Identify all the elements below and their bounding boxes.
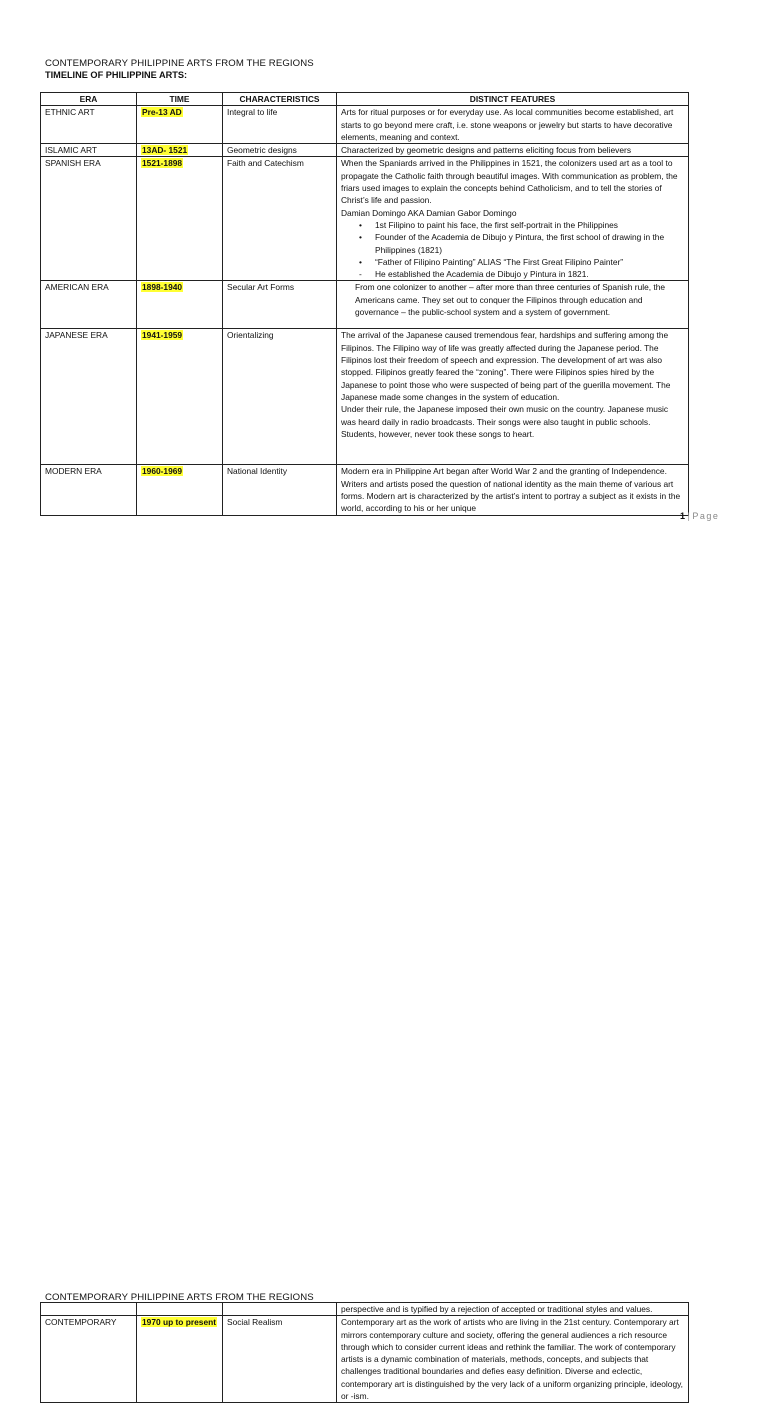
header-distinct-features: DISTINCT FEATURES [337,93,689,106]
table-row [41,1303,689,1316]
bullet-marker: • [359,232,362,243]
list-item [341,268,684,280]
bullet-marker: • [359,219,362,230]
table-row [41,465,689,515]
era-cell: AMERICAN ERA [41,281,137,329]
timeline-table [40,92,689,516]
features-text: The arrival of the Japanese caused tremendous fear, hardships and suffering among the Filipinos. The Filipino way of life was greatly affected during the Japanese period. The Filipinos lost their freedom of speech and expression. The development of art was also stopped. Filipinos greatly feared the “zoning”. There were Filipinos spies hired by the Japanese to point those who were suspected of being part of the guerilla movement. The Japanese made some changes in the system of education. [341,330,671,402]
characteristics-cell: Geometric designs [223,144,337,157]
time-highlight: 1970 up to present [142,1317,217,1328]
features-cell [337,157,689,281]
time-highlight: 1941-1959 [142,330,183,341]
era-cell: SPANISH ERA [41,157,137,281]
time-highlight: 1960-1969 [142,466,183,477]
table-row [41,106,689,144]
era-cell [41,1303,137,1316]
list-item [341,256,684,268]
time-cell [137,144,223,157]
features-subhead: Damian Domingo AKA Damian Gabor Domingo [341,207,517,218]
era-cell: CONTEMPORARY [41,1316,137,1403]
features-cell: perspective and is typified by a rejection of accepted or traditional styles and values. [337,1303,689,1316]
time-cell [137,106,223,144]
era-cell: JAPANESE ERA [41,329,137,465]
bullet-text: “Father of Filipino Painting” ALIAS “The First Great Filipino Painter” [375,256,624,267]
bullet-marker: • [359,256,362,267]
page-number-footer [680,511,719,521]
era-cell: ISLAMIC ART [41,144,137,157]
time-highlight: 1521-1898 [142,158,183,169]
page-number: 1 [680,511,686,521]
characteristics-cell [223,1303,337,1316]
era-cell: MODERN ERA [41,465,137,515]
header-time: TIME [137,93,223,106]
features-cell: Arts for ritual purposes or for everyday use. As local communities become established, art starts to go beyond mere craft, i.e. stone weapons or jewelry but starts to have decorative elements, meaning and context. [337,106,689,144]
bullet-marker: - [359,269,362,280]
time-cell [137,281,223,329]
document-page-1 [0,0,768,580]
time-highlight: Pre-13 AD [142,107,182,118]
characteristics-cell: National Identity [223,465,337,515]
characteristics-cell: Secular Art Forms [223,281,337,329]
characteristics-cell: Faith and Catechism [223,157,337,281]
timeline-table-continued [40,1302,689,1403]
document-subtitle: TIMELINE OF PHILIPPINE ARTS: [45,70,188,80]
characteristics-cell: Social Realism [223,1316,337,1403]
features-cell [337,329,689,465]
list-item [341,231,684,256]
era-cell: ETHNIC ART [41,106,137,144]
bullet-text: Founder of the Academia de Dibujo y Pintura, the first school of drawing in the Philippines (1821) [375,232,665,255]
document-title: CONTEMPORARY PHILIPPINE ARTS FROM THE REGIONS [45,58,314,69]
bullet-text: 1st Filipino to paint his face, the first self-portrait in the Philippines [375,219,618,230]
features-bullet-list [341,219,684,280]
table-row [41,1316,689,1403]
time-cell [137,1316,223,1403]
table-row [41,144,689,157]
page-separator: | [687,511,690,521]
features-text: When the Spaniards arrived in the Philippines in 1521, the colonizers used art as a tool to propagate the Catholic faith through beautiful images. With communication as problem, the friars used images to explain the concepts behind Catholicism, and to tell the stories of Christ’s life and passion. [341,158,678,206]
features-cell: Characterized by geometric designs and patterns eliciting focus from believers [337,144,689,157]
header-characteristics: CHARACTERISTICS [223,93,337,106]
table-header-row [41,93,689,106]
time-highlight: 1898-1940 [142,282,183,293]
time-cell [137,329,223,465]
list-item [341,219,684,231]
table-row [41,329,689,465]
bullet-text: He established the Academia de Dibujo y Pintura in 1821. [375,269,589,280]
features-cell: Contemporary art as the work of artists who are living in the 21st century. Contemporary art mirrors contemporary culture and society, offering the general audiences a rich resource through which to consider current ideas and rethink the familiar. The work of contemporary artists is a dynamic combination of materials, methods, concepts, and subjects that challenges traditional boundaries and defies easy definition. Diverse and eclectic, contemporary art is distinguished by the very lack of a uniform organizing principle, ideology, or -ism. [337,1316,689,1403]
page-label: Page [692,511,720,521]
header-era: ERA [41,93,137,106]
characteristics-cell: Integral to life [223,106,337,144]
features-cell [337,281,689,329]
document-title: CONTEMPORARY PHILIPPINE ARTS FROM THE REGIONS [45,1292,314,1303]
table-row [41,157,689,281]
features-text: From one colonizer to another – after more than three centuries of Spanish rule, the Americans came. They set out to conquer the Filipinos through education and governance – the public-school system and a system of government. [355,282,666,318]
time-cell [137,157,223,281]
features-text-2: Under their rule, the Japanese imposed their own music on the country. Japanese music was heard daily in radio broadcasts. Their songs were also taught in public schools. Students, however, never took these songs to heart. [341,404,669,439]
time-cell [137,465,223,515]
features-cell: Modern era in Philippine Art began after World War 2 and the granting of Independence. Writers and artists posed the question of national identity as the main theme of various art forms. Modern art is characterized by the artist’s intent to portray a subject as it exists in the world, according to his or her unique [337,465,689,515]
time-cell [137,1303,223,1316]
document-page-2 [0,640,768,1402]
table-row [41,281,689,329]
time-highlight: 13AD- 1521 [142,145,188,156]
characteristics-cell: Orientalizing [223,329,337,465]
